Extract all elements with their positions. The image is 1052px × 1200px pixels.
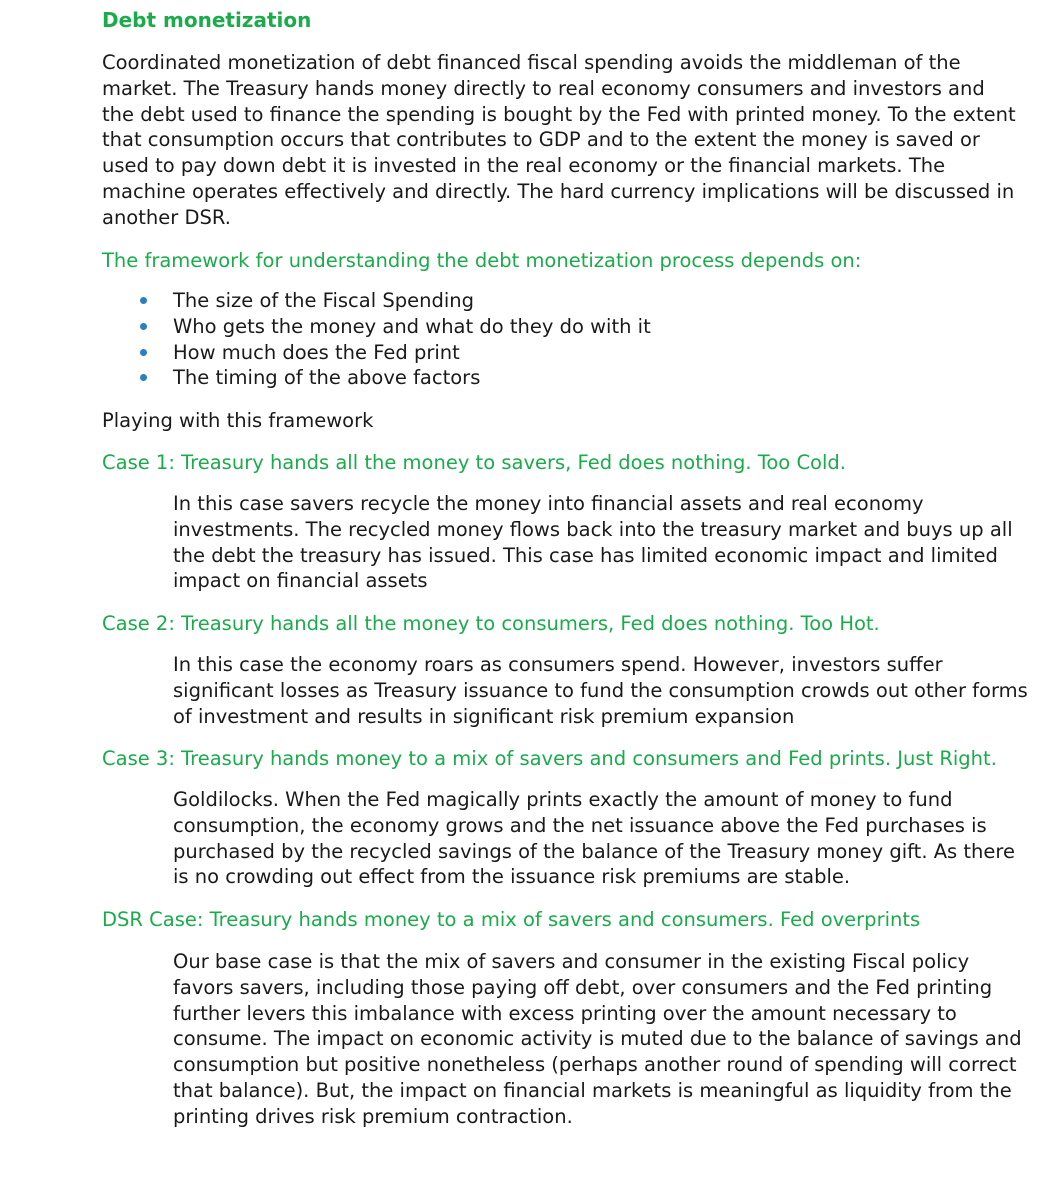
case-2-heading: Case 2: Treasury hands all the money to consumers, Fed does nothing. Too Hot. <box>102 612 880 635</box>
playing-label: Playing with this framework <box>102 409 374 432</box>
bullet-icon <box>140 349 147 356</box>
case-2-body: In this case the economy roars as consumers spend. However, investors suffer significant losses as Treasury issuance to fund the consumption crowds out other forms of investment and results in significant risk premium expansion <box>173 653 1028 728</box>
bullet-text: The size of the Fiscal Spending <box>173 289 474 312</box>
bullet-icon <box>140 323 147 330</box>
list-item <box>102 340 651 366</box>
bullet-icon <box>140 297 147 304</box>
intro-paragraph: Coordinated monetization of debt financed fiscal spending avoids the middleman of the market. The Treasury hands money directly to real economy consumers and investors and the debt used to finance the spending is bought by the Fed with printed money. To the extent that consumption occurs that contributes to GDP and to the extent the money is saved or used to pay down debt it is invested in the real economy or the financial markets. The machine operates effectively and directly. The hard currency implications will be discussed in another DSR. <box>102 51 1016 229</box>
list-item <box>102 365 651 391</box>
case-3-heading: Case 3: Treasury hands money to a mix of savers and consumers and Fed prints. Just Right. <box>102 747 997 770</box>
bullet-text: The timing of the above factors <box>173 366 481 390</box>
dsr-case-heading: DSR Case: Treasury hands money to a mix of savers and consumers. Fed overprints <box>102 908 921 931</box>
bullet-icon <box>140 374 147 381</box>
framework-heading: The framework for understanding the debt monetization process depends on: <box>102 249 862 272</box>
case-3-body: Goldilocks. When the Fed magically prints exactly the amount of money to fund consumption, the economy grows and the net issuance above the Fed purchases is purchased by the recycled savings of the balance of the Treasury money gift. As there is no crowding out effect from the issuance risk premiums are stable. <box>173 788 1016 889</box>
dsr-case-body: Our base case is that the mix of savers and consumer in the existing Fiscal policy favors savers, including those paying off debt, over consumers and the Fed printing further levers this imbalance with excess printing over the amount necessary to consume. The impact on economic activity is muted due to the balance of savings and consumption but positive nonetheless (perhaps another round of spending will correct that balance). But, the impact on financial markets is meaningful as liquidity from the printing drives risk premium contraction. <box>173 950 1022 1128</box>
framework-bullet-list <box>102 288 651 391</box>
bullet-text: Who gets the money and what do they do with it <box>173 314 651 338</box>
case-1-heading: Case 1: Treasury hands all the money to savers, Fed does nothing. Too Cold. <box>102 451 846 474</box>
list-item <box>102 288 651 314</box>
bullet-text: How much does the Fed print <box>173 340 460 364</box>
document-title: Debt monetization <box>102 8 312 32</box>
list-item <box>102 314 651 340</box>
case-1-body: In this case savers recycle the money into financial assets and real economy investments. The recycled money flows back into the treasury market and buys up all the debt the treasury has issued. This case has limited economic impact and limited impact on financial assets <box>173 492 1013 593</box>
